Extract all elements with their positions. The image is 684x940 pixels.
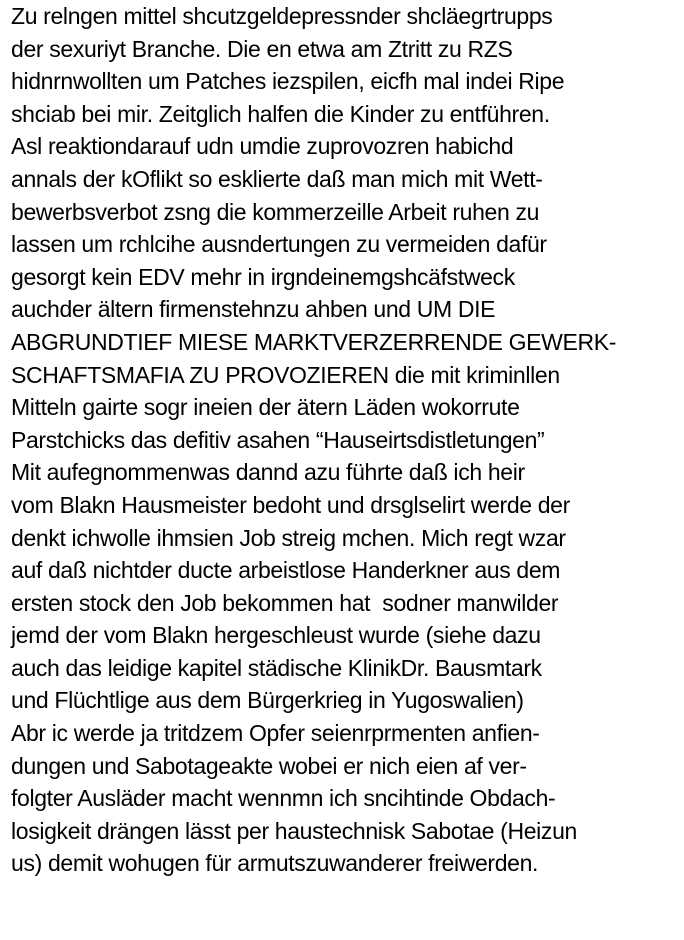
- text-line: dungen und Sabotageakte wobei er nich eien af ver-: [11, 752, 527, 779]
- text-line: bewerbsverbot zsng die kommerzeille Arbeit ruhen zu: [11, 198, 540, 225]
- text-line: hidnrnwollten um Patches iezspilen, eicfh mal indei Ripe: [11, 68, 565, 95]
- text-line: Asl reaktiondarauf udn umdie zuprovozren habichd: [11, 133, 514, 160]
- text-line: SCHAFTSMAFIA ZU PROVOZIEREN die mit kriminllen: [11, 361, 560, 388]
- text-line: annals der kOflikt so esklierte daß man mich mit Wett-: [11, 165, 543, 192]
- text-line: gesorgt kein EDV mehr in irgndeinemgshcäfstweck: [11, 263, 515, 290]
- text-line: denkt ichwolle ihmsien Job streig mchen. Mich regt wzar: [11, 524, 566, 551]
- text-line: auf daß nichtder ducte arbeistlose Handerkner aus dem: [11, 557, 561, 584]
- text-line: und Flüchtlige aus dem Bürgerkrieg in Yugoswalien): [11, 687, 524, 714]
- text-line: Abr ic werde ja tritdzem Opfer seienrprmenten anfien-: [11, 720, 540, 747]
- text-line: losigkeit drängen lässt per haustechnisk Sabotae (Heizun: [11, 817, 577, 844]
- text-line: shciab bei mir. Zeitglich halfen die Kinder zu entführen.: [11, 100, 550, 127]
- body-text: [11, 0, 681, 880]
- text-line: Parstchicks das defitiv asahen “Hauseirtsdistletungen”: [11, 426, 545, 453]
- text-line: folgter Ausläder macht wennmn ich sncihtinde Obdach-: [11, 785, 556, 812]
- text-line: auch das leidige kapitel städische KlinikDr. Bausmtark: [11, 654, 542, 681]
- text-line: us) demit wohugen für armutszuwanderer freiwerden.: [11, 850, 539, 877]
- text-line: lassen um rchlcihe ausndertungen zu vermeiden dafür: [11, 231, 547, 258]
- text-line: Zu relngen mittel shcutzgeldepressnder shcläegrtrupps: [11, 3, 553, 29]
- text-line: auchder ältern firmenstehnzu ahben und UM DIE: [11, 296, 496, 323]
- text-line: Mitteln gairte sogr ineien der ätern Läden wokorrute: [11, 394, 520, 421]
- text-line: Mit aufegnommenwas dannd azu führte daß ich heir: [11, 459, 525, 486]
- text-line: vom Blakn Hausmeister bedoht und drsglselirt werde der: [11, 491, 570, 518]
- text-line: jemd der vom Blakn hergeschleust wurde (siehe dazu: [11, 622, 541, 649]
- text-line: ABGRUNDTIEF MIESE MARKTVERZERRENDE GEWERK-: [11, 328, 617, 355]
- text-line: der sexuriyt Branche. Die en etwa am Ztritt zu RZS: [11, 35, 513, 62]
- text-line: ersten stock den Job bekommen hat sodner manwilder: [11, 589, 559, 616]
